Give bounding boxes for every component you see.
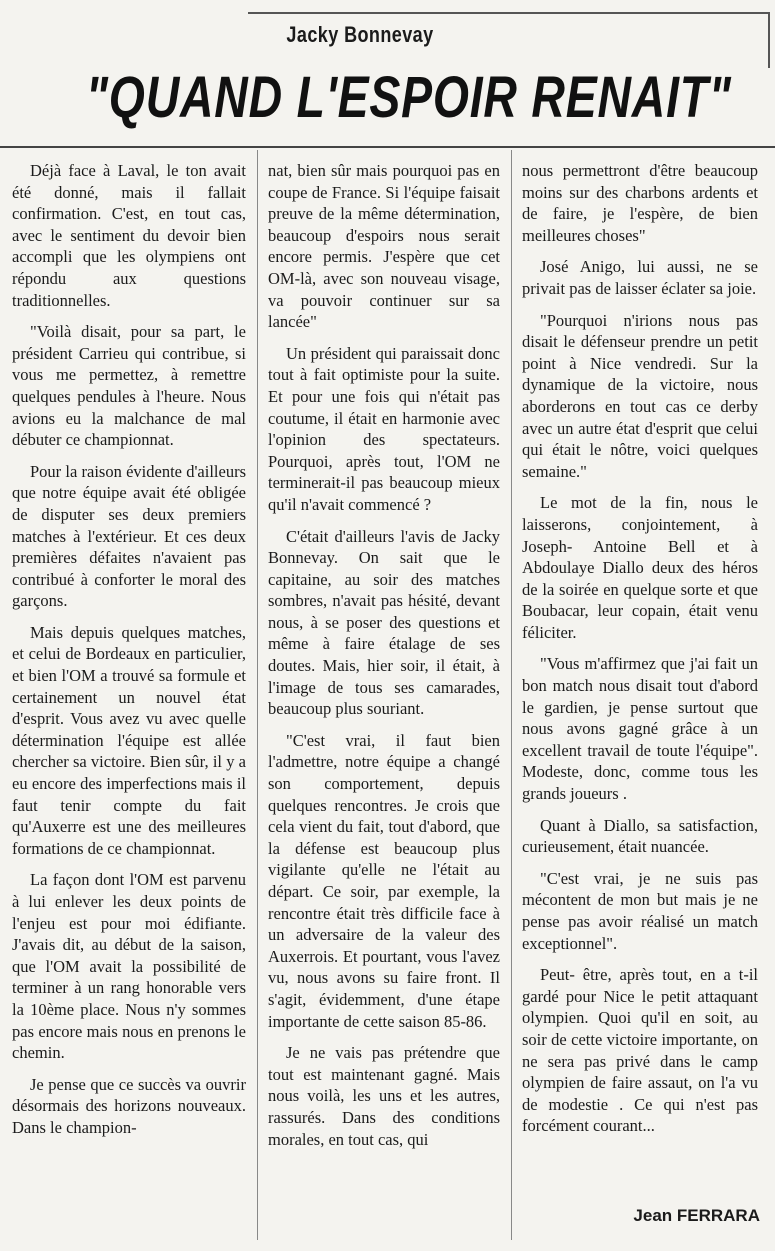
paragraph: La façon dont l'OM est parvenu à lui enlever les deux points de l'enjeu est pour moi édifiante. J'avais dit, au début de la saison, que l'OM avait la possibilité de terminer à un rang honorable vers la 10ème place. Nous n'y sommes pas encore mais nous en prenons le chemin. xyxy=(12,870,246,1063)
paragraph: Le mot de la fin, nous le laisserons, conjointement, à Joseph- Antoine Bell et à Abdoulaye Diallo deux des héros de la soirée en quelque sorte et que Boubacar, leur copain, était venu féliciter. xyxy=(522,493,758,642)
column-3 xyxy=(522,160,758,1147)
paragraph: "Pourquoi n'irions nous pas disait le défenseur prendre un petit point à Nice vendredi. Sur la dynamique de la victoire, nous aborderons en tout cas ce derby avec un autre état d'esprit que celui qui était le nôtre, voici quelques semaine." xyxy=(522,310,758,481)
paragraph: Quant à Diallo, sa satisfaction, curieusement, était nuancée. xyxy=(522,815,758,857)
column-2 xyxy=(268,160,500,1160)
paragraph: Un président qui paraissait donc tout à fait optimiste pour la suite. Et pour une fois qui n'était pas coutume, il était en harmonie avec l'opinion des spectateurs. Pourquoi, après tout, l'OM ne terminerait-il pas beaucoup mieux qu'il n'avait commencé ? xyxy=(268,343,500,514)
paragraph: José Anigo, lui aussi, ne se privait pas de laisser éclater sa joie. xyxy=(522,257,758,298)
headline: "QUAND L'ESPOIR RENAIT" xyxy=(86,65,732,130)
paragraph: Mais depuis quelques matches, et celui de Bordeaux en particulier, et bien l'OM a trouvé sa formule et certainement un nouvel état d'esprit. Vous avez vu avec quelle détermination l'équipe est allée chercher sa victoire. Bien sûr, il y a eu encore des imperfections mais il faut tenir compte du fait qu'Auxerre est une des meilleures formations de ce championnat. xyxy=(12,622,246,858)
paragraph: C'était d'ailleurs l'avis de Jacky Bonnevay. On sait que le capitaine, au soir des matches sombres, n'avait pas hésité, devant nous, à se poser des questions et même à faire étalage de ses doutes. Mais, hier soir, il était, à l'image de tous ses camarades, beaucoup plus souriant. xyxy=(268,526,500,719)
paragraph: "Vous m'affirmez que j'ai fait un bon match nous disait tout d'abord le gardien, je pense surtout que nous avons gagné grâce à un excellent travail de toute l'équipe". Modeste, donc, comme tous les grands joueurs . xyxy=(522,654,758,804)
paragraph: Je pense que ce succès va ouvrir désormais des horizons nouveaux. Dans le champion- xyxy=(12,1074,246,1137)
author-name: Jacky Bonnevay xyxy=(286,22,434,47)
paragraph: Je ne vais pas prétendre que tout est maintenant gagné. Mais nous voilà, les uns et les autres, rassurés. Dans des conditions morales, en tout cas, qui xyxy=(268,1043,500,1149)
paragraph: Déjà face à Laval, le ton avait été donné, mais il fallait confirmation. C'est, en tout cas, avec le sentiment du devoir bien accompli que les olympiens ont répondu aux questions traditionnelles. xyxy=(12,161,246,310)
paragraph: nat, bien sûr mais pourquoi pas en coupe de France. Si l'équipe faisait preuve de la même détermination, beaucoup d'espoirs nous serait encore permis. J'espère que cet OM-là, avec son nouveau visage, va pouvoir continuer sur sa lancée" xyxy=(268,161,500,332)
paragraph: Pour la raison évidente d'ailleurs que notre équipe avait été obligée de disputer ses deux premiers matches à l'extérieur. Et ces deux premières défaites n'avaient pas contribué à conforter le moral des garçons. xyxy=(12,461,246,611)
column-separator xyxy=(511,150,512,1240)
column-separator xyxy=(257,150,258,1240)
paragraph: Peut- être, après tout, en a t-il gardé pour Nice le petit attaquant olympien. Quoi qu'il en soit, au soir de cette victoire importante, on ne sera pas privé dans le camp olympien de faire assaut, on l'a vu de modestie . Ce qui n'est pas forcément courant... xyxy=(522,965,758,1136)
paragraph: "C'est vrai, il faut bien l'admettre, notre équipe a changé son comportement, depuis quelques rencontres. Je crois que cela vient du fait, tout d'abord, que la défense est beaucoup plus vigilante qu'elle ne l'était au départ. Ce soir, par exemple, la rencontre était très difficile face à un adversaire de la valeur des Auxerrois. Et pourtant, vous l'avez vu, nous avons su faire front. Il s'agit, évidemment, d'une étape importante de cette saison 85-86. xyxy=(268,730,500,1031)
headline-rule xyxy=(0,146,775,148)
byline-signature: Jean FERRARA xyxy=(633,1206,760,1225)
paragraph: "C'est vrai, je ne suis pas mécontent de mon but mais je ne pense pas avoir réalisé un match exceptionnel". xyxy=(522,868,758,953)
paragraph: "Voilà disait, pour sa part, le président Carrieu qui contribue, si vous me permettez, à remettre quelques pendules à l'heure. Nous avions eu la malchance de mal débuter ce championnat. xyxy=(12,322,246,450)
paragraph: nous permettront d'être beaucoup moins sur des charbons ardents et de faire, je l'espère, de bien meilleures choses" xyxy=(522,161,758,245)
column-1 xyxy=(12,160,246,1149)
